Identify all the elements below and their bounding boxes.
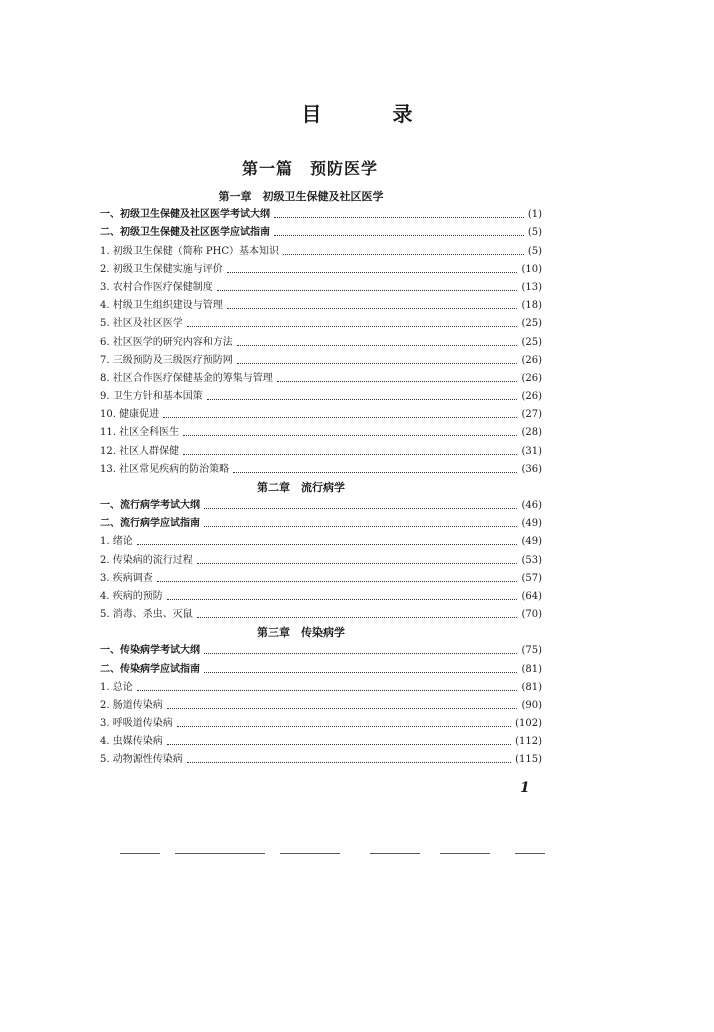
toc-entry-label: 9. 卫生方针和基本国策 [100, 391, 203, 403]
dot-leader [204, 508, 517, 509]
dot-leader [277, 381, 518, 382]
toc-entry-label: 2. 肠道传染病 [100, 699, 163, 711]
page-title: 目 录 [301, 102, 445, 126]
toc-entry[interactable] [100, 224, 542, 242]
toc-entry-label: 3. 疾病调查 [100, 572, 153, 584]
toc-entry-page: (5) [527, 245, 542, 257]
toc-entry-page: (13) [521, 281, 542, 293]
dot-leader [283, 254, 524, 255]
toc-entry-label: 5. 动物源性传染病 [100, 754, 183, 766]
toc-entry-page: (28) [521, 427, 542, 439]
dot-leader [233, 472, 517, 473]
dot-leader [167, 744, 511, 745]
toc-entry-label: 一、流行病学考试大纲 [100, 500, 200, 511]
toc-entry-page: (25) [521, 336, 542, 348]
toc-entry-label: 一、传染病学考试大纲 [100, 645, 200, 657]
table-of-contents [100, 188, 542, 769]
toc-entry[interactable] [100, 515, 542, 533]
dot-leader [227, 308, 518, 309]
toc-entry-page: (1) [527, 209, 542, 221]
toc-entry[interactable] [100, 642, 542, 660]
toc-entry-page: (36) [521, 463, 542, 475]
toc-entry-label: 5. 消毒、杀虫、灭鼠 [100, 609, 193, 621]
dot-leader [197, 563, 518, 564]
toc-entry-label: 1. 初级卫生保健（简称 PHC）基本知识 [100, 245, 279, 257]
toc-entry[interactable] [100, 733, 542, 751]
dot-leader [227, 272, 518, 273]
toc-entry-label: 1. 绪论 [100, 536, 133, 548]
dot-leader [204, 653, 517, 654]
dot-leader [217, 290, 518, 291]
dot-leader [183, 454, 517, 455]
scan-artifact-line [440, 853, 490, 854]
toc-entry[interactable] [100, 279, 542, 297]
dot-leader [197, 617, 518, 618]
chapter-heading: 第一章 初级卫生保健及社区医学 [218, 190, 384, 203]
toc-entry[interactable] [100, 588, 542, 606]
toc-entry-label: 3. 农村合作医疗保健制度 [100, 281, 213, 293]
toc-entry-label: 4. 虫媒传染病 [100, 736, 163, 748]
scan-artifact-line [280, 853, 340, 854]
dot-leader [274, 217, 524, 218]
toc-entry-page: (64) [521, 590, 542, 602]
toc-entry[interactable] [100, 715, 542, 733]
dot-leader [183, 435, 517, 436]
dot-leader [177, 726, 511, 727]
toc-entry[interactable] [100, 297, 542, 315]
dot-leader [187, 762, 511, 763]
toc-entry[interactable] [100, 388, 542, 406]
toc-entry[interactable] [100, 570, 542, 588]
toc-entry-page: (27) [521, 409, 542, 421]
dot-leader [167, 708, 518, 709]
toc-entry-label: 4. 疾病的预防 [100, 590, 163, 602]
toc-entry-page: (49) [521, 518, 542, 530]
dot-leader [157, 581, 518, 582]
toc-entry-page: (26) [521, 354, 542, 366]
toc-entry-page: (90) [521, 699, 542, 711]
toc-entry-page: (25) [521, 318, 542, 330]
toc-entry-label: 1. 总论 [100, 681, 133, 693]
toc-entry[interactable] [100, 533, 542, 551]
toc-entry-page: (75) [521, 645, 542, 657]
toc-entry-label: 13. 社区常见疾病的防治策略 [100, 463, 230, 475]
toc-entry[interactable] [100, 497, 542, 515]
toc-entry-page: (26) [521, 391, 542, 403]
toc-entry-page: (81) [521, 663, 542, 675]
toc-entry[interactable] [100, 424, 542, 442]
toc-entry-label: 7. 三级预防及三级医疗预防网 [100, 354, 233, 366]
toc-entry-label: 8. 社区合作医疗保健基金的筹集与管理 [100, 372, 273, 384]
dot-leader [204, 672, 517, 673]
toc-entry-label: 二、初级卫生保健及社区医学应试指南 [100, 227, 270, 239]
toc-entry[interactable] [100, 315, 542, 333]
toc-entry[interactable] [100, 442, 542, 460]
scan-artifact-line [175, 853, 265, 854]
dot-leader [204, 526, 517, 527]
toc-entry-page: (5) [527, 227, 542, 239]
toc-entry[interactable] [100, 551, 542, 569]
toc-entry-label: 2. 传染病的流行过程 [100, 554, 193, 566]
dot-leader [207, 399, 518, 400]
toc-entry-page: (18) [521, 300, 542, 312]
toc-entry-label: 二、流行病学应试指南 [100, 518, 200, 530]
dot-leader [137, 690, 518, 691]
dot-leader [274, 235, 524, 236]
toc-entry[interactable] [100, 261, 542, 279]
toc-entry[interactable] [100, 352, 542, 370]
toc-entry-page: (53) [521, 554, 542, 566]
toc-entry-page: (31) [521, 445, 542, 457]
toc-entry[interactable] [100, 206, 542, 224]
toc-entry-label: 4. 村级卫生组织建设与管理 [100, 300, 223, 312]
toc-entry-label: 12. 社区人群保健 [100, 445, 180, 457]
toc-entry-page: (49) [521, 536, 542, 548]
toc-entry-page: (46) [521, 500, 542, 511]
dot-leader [187, 326, 518, 327]
toc-entry[interactable] [100, 461, 542, 479]
toc-entry-page: (26) [521, 372, 542, 384]
toc-entry[interactable] [100, 370, 542, 388]
toc-entry-page: (115) [515, 754, 542, 766]
scan-artifact-line [370, 853, 420, 854]
toc-entry-label: 5. 社区及社区医学 [100, 318, 183, 330]
toc-entry-label: 6. 社区医学的研究内容和方法 [100, 336, 233, 348]
scan-artifact-line [515, 853, 545, 854]
toc-entry[interactable] [100, 660, 542, 678]
toc-entry-page: (57) [521, 572, 542, 584]
toc-entry-label: 二、传染病学应试指南 [100, 663, 200, 675]
dot-leader [237, 363, 518, 364]
toc-entry-page: (81) [521, 681, 542, 693]
toc-entry-page: (112) [515, 736, 542, 748]
toc-entry-label: 10. 健康促进 [100, 409, 160, 421]
part-title: 第一篇 预防医学 [241, 159, 378, 178]
toc-entry-page: (102) [515, 718, 542, 730]
dot-leader [237, 345, 518, 346]
toc-entry[interactable] [100, 333, 542, 351]
page-number: 1 [520, 780, 530, 796]
chapter-heading: 第二章 流行病学 [257, 480, 345, 494]
toc-entry-page: (70) [521, 609, 542, 621]
chapter-heading: 第三章 传染病学 [257, 626, 345, 640]
toc-entry[interactable] [100, 242, 542, 260]
dot-leader [137, 544, 518, 545]
toc-entry[interactable] [100, 679, 542, 697]
toc-entry-label: 2. 初级卫生保健实施与评价 [100, 263, 223, 275]
toc-entry[interactable] [100, 697, 542, 715]
scan-artifact-line [120, 853, 160, 854]
toc-entry-label: 3. 呼吸道传染病 [100, 718, 173, 730]
toc-entry[interactable] [100, 606, 542, 624]
dot-leader [163, 417, 517, 418]
toc-entry-label: 11. 社区全科医生 [100, 427, 180, 439]
toc-entry-page: (10) [521, 263, 542, 275]
toc-entry[interactable] [100, 406, 542, 424]
toc-entry[interactable] [100, 751, 542, 769]
dot-leader [167, 599, 518, 600]
toc-entry-label: 一、初级卫生保健及社区医学考试大纲 [100, 209, 270, 221]
